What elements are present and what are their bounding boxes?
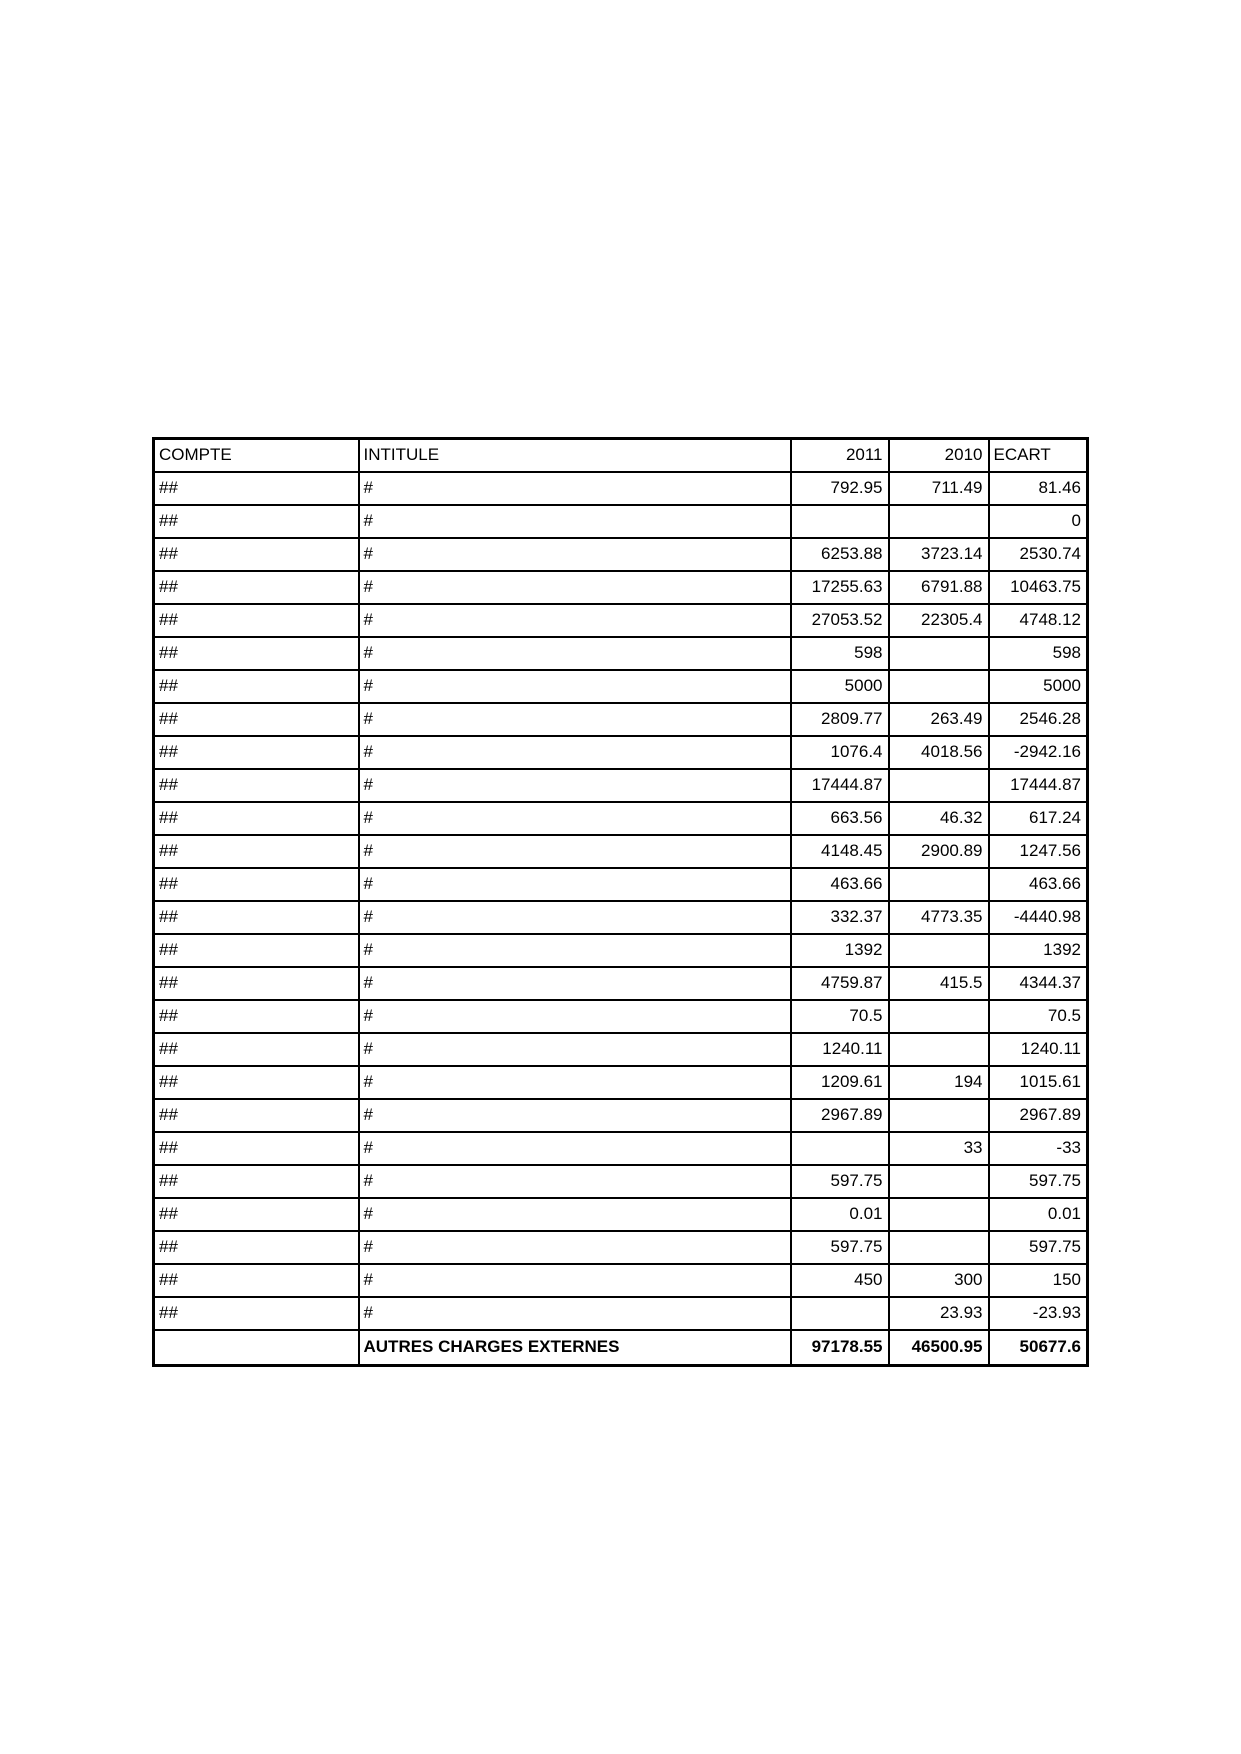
cell-y2011: 597.75 xyxy=(791,1165,889,1198)
cell-intitule: # xyxy=(359,703,791,736)
cell-y2010 xyxy=(889,1231,989,1264)
table-row xyxy=(154,604,1088,637)
cell-intitule: # xyxy=(359,1000,791,1033)
cell-compte: ## xyxy=(154,604,359,637)
cell-y2010 xyxy=(889,934,989,967)
column-header-y2011: 2011 xyxy=(791,439,889,472)
cell-y2011: 1392 xyxy=(791,934,889,967)
table-row xyxy=(154,1198,1088,1231)
cell-intitule: # xyxy=(359,1033,791,1066)
table-row xyxy=(154,967,1088,1000)
total-cell-y2011: 97178.55 xyxy=(791,1330,889,1366)
cell-y2011: 0.01 xyxy=(791,1198,889,1231)
table-row xyxy=(154,1000,1088,1033)
cell-y2011: 4148.45 xyxy=(791,835,889,868)
cell-ecart: 597.75 xyxy=(989,1165,1088,1198)
cell-ecart: 81.46 xyxy=(989,472,1088,505)
cell-y2010 xyxy=(889,1198,989,1231)
cell-intitule: # xyxy=(359,1099,791,1132)
cell-ecart: 0 xyxy=(989,505,1088,538)
cell-intitule: # xyxy=(359,802,791,835)
cell-y2011: 597.75 xyxy=(791,1231,889,1264)
cell-y2011: 70.5 xyxy=(791,1000,889,1033)
table-row xyxy=(154,868,1088,901)
cell-intitule: # xyxy=(359,835,791,868)
cell-y2011 xyxy=(791,505,889,538)
cell-compte: ## xyxy=(154,1231,359,1264)
table-row xyxy=(154,1033,1088,1066)
table-row xyxy=(154,1099,1088,1132)
table-row xyxy=(154,835,1088,868)
cell-ecart: 463.66 xyxy=(989,868,1088,901)
spreadsheet-print-area xyxy=(152,437,1089,1367)
cell-y2011: 450 xyxy=(791,1264,889,1297)
total-cell-intitule: AUTRES CHARGES EXTERNES xyxy=(359,1330,791,1366)
cell-intitule: # xyxy=(359,769,791,802)
cell-compte: ## xyxy=(154,769,359,802)
table-row xyxy=(154,472,1088,505)
header-row xyxy=(154,439,1088,472)
table-body xyxy=(154,472,1088,1366)
cell-ecart: 1015.61 xyxy=(989,1066,1088,1099)
cell-y2011: 598 xyxy=(791,637,889,670)
cell-y2010 xyxy=(889,1033,989,1066)
table-row xyxy=(154,769,1088,802)
cell-y2010: 6791.88 xyxy=(889,571,989,604)
cell-intitule: # xyxy=(359,505,791,538)
cell-intitule: # xyxy=(359,1165,791,1198)
cell-ecart: 0.01 xyxy=(989,1198,1088,1231)
cell-y2010: 4018.56 xyxy=(889,736,989,769)
cell-compte: ## xyxy=(154,1099,359,1132)
cell-intitule: # xyxy=(359,1297,791,1330)
cell-y2010: 3723.14 xyxy=(889,538,989,571)
cell-y2010: 2900.89 xyxy=(889,835,989,868)
cell-ecart: -4440.98 xyxy=(989,901,1088,934)
cell-ecart: -2942.16 xyxy=(989,736,1088,769)
cell-compte: ## xyxy=(154,670,359,703)
table-row xyxy=(154,670,1088,703)
cell-ecart: 4344.37 xyxy=(989,967,1088,1000)
cell-intitule: # xyxy=(359,637,791,670)
column-header-compte: COMPTE xyxy=(154,439,359,472)
cell-ecart: 70.5 xyxy=(989,1000,1088,1033)
cell-ecart: 1247.56 xyxy=(989,835,1088,868)
table-row xyxy=(154,505,1088,538)
cell-intitule: # xyxy=(359,1231,791,1264)
cell-ecart: 150 xyxy=(989,1264,1088,1297)
table-row xyxy=(154,703,1088,736)
cell-compte: ## xyxy=(154,1198,359,1231)
total-cell-compte xyxy=(154,1330,359,1366)
table-row xyxy=(154,802,1088,835)
column-header-ecart: ECART xyxy=(989,439,1088,472)
cell-y2011: 5000 xyxy=(791,670,889,703)
cell-y2010: 263.49 xyxy=(889,703,989,736)
table-row xyxy=(154,934,1088,967)
cell-compte: ## xyxy=(154,934,359,967)
cell-y2011: 2967.89 xyxy=(791,1099,889,1132)
cell-y2011: 463.66 xyxy=(791,868,889,901)
cell-compte: ## xyxy=(154,472,359,505)
cell-intitule: # xyxy=(359,901,791,934)
cell-compte: ## xyxy=(154,571,359,604)
cell-y2010 xyxy=(889,868,989,901)
cell-intitule: # xyxy=(359,934,791,967)
total-cell-y2010: 46500.95 xyxy=(889,1330,989,1366)
cell-y2010 xyxy=(889,670,989,703)
cell-y2011: 17444.87 xyxy=(791,769,889,802)
cell-y2010 xyxy=(889,505,989,538)
cell-intitule: # xyxy=(359,1066,791,1099)
cell-intitule: # xyxy=(359,868,791,901)
cell-compte: ## xyxy=(154,1132,359,1165)
cell-y2010: 415.5 xyxy=(889,967,989,1000)
cell-compte: ## xyxy=(154,1033,359,1066)
cell-ecart: 597.75 xyxy=(989,1231,1088,1264)
cell-y2011: 17255.63 xyxy=(791,571,889,604)
cell-y2011: 2809.77 xyxy=(791,703,889,736)
table-row xyxy=(154,1231,1088,1264)
cell-compte: ## xyxy=(154,703,359,736)
cell-compte: ## xyxy=(154,1000,359,1033)
cell-ecart: 2967.89 xyxy=(989,1099,1088,1132)
table-row xyxy=(154,571,1088,604)
cell-intitule: # xyxy=(359,538,791,571)
cell-ecart: 1392 xyxy=(989,934,1088,967)
table-row xyxy=(154,1165,1088,1198)
cell-y2011 xyxy=(791,1132,889,1165)
cell-intitule: # xyxy=(359,1264,791,1297)
accounts-table xyxy=(152,437,1089,1367)
cell-compte: ## xyxy=(154,736,359,769)
cell-compte: ## xyxy=(154,967,359,1000)
table-row xyxy=(154,1132,1088,1165)
cell-ecart: 598 xyxy=(989,637,1088,670)
cell-compte: ## xyxy=(154,1066,359,1099)
cell-ecart: -33 xyxy=(989,1132,1088,1165)
cell-y2011: 4759.87 xyxy=(791,967,889,1000)
cell-ecart: 1240.11 xyxy=(989,1033,1088,1066)
cell-y2010 xyxy=(889,1099,989,1132)
table-row xyxy=(154,901,1088,934)
cell-y2010: 194 xyxy=(889,1066,989,1099)
cell-ecart: 2546.28 xyxy=(989,703,1088,736)
cell-compte: ## xyxy=(154,868,359,901)
cell-y2011: 1076.4 xyxy=(791,736,889,769)
cell-y2010: 300 xyxy=(889,1264,989,1297)
cell-ecart: 17444.87 xyxy=(989,769,1088,802)
total-row xyxy=(154,1330,1088,1366)
cell-y2011: 27053.52 xyxy=(791,604,889,637)
cell-y2011 xyxy=(791,1297,889,1330)
cell-y2011: 6253.88 xyxy=(791,538,889,571)
cell-ecart: 617.24 xyxy=(989,802,1088,835)
cell-y2011: 1209.61 xyxy=(791,1066,889,1099)
table-row xyxy=(154,637,1088,670)
table-row xyxy=(154,1297,1088,1330)
cell-intitule: # xyxy=(359,967,791,1000)
cell-compte: ## xyxy=(154,835,359,868)
cell-y2010: 711.49 xyxy=(889,472,989,505)
table-row xyxy=(154,538,1088,571)
total-cell-ecart: 50677.6 xyxy=(989,1330,1088,1366)
cell-y2010: 23.93 xyxy=(889,1297,989,1330)
cell-y2010 xyxy=(889,1000,989,1033)
cell-compte: ## xyxy=(154,505,359,538)
cell-compte: ## xyxy=(154,637,359,670)
cell-intitule: # xyxy=(359,571,791,604)
cell-compte: ## xyxy=(154,802,359,835)
cell-ecart: -23.93 xyxy=(989,1297,1088,1330)
cell-y2010: 33 xyxy=(889,1132,989,1165)
cell-intitule: # xyxy=(359,472,791,505)
cell-y2010: 4773.35 xyxy=(889,901,989,934)
cell-intitule: # xyxy=(359,604,791,637)
cell-y2010 xyxy=(889,1165,989,1198)
cell-compte: ## xyxy=(154,1165,359,1198)
cell-y2010: 46.32 xyxy=(889,802,989,835)
cell-intitule: # xyxy=(359,736,791,769)
cell-compte: ## xyxy=(154,1264,359,1297)
cell-y2011: 663.56 xyxy=(791,802,889,835)
cell-ecart: 4748.12 xyxy=(989,604,1088,637)
cell-ecart: 5000 xyxy=(989,670,1088,703)
cell-y2010: 22305.4 xyxy=(889,604,989,637)
cell-compte: ## xyxy=(154,538,359,571)
table-row xyxy=(154,736,1088,769)
cell-ecart: 10463.75 xyxy=(989,571,1088,604)
cell-y2011: 1240.11 xyxy=(791,1033,889,1066)
column-header-intitule: INTITULE xyxy=(359,439,791,472)
column-header-y2010: 2010 xyxy=(889,439,989,472)
cell-y2011: 792.95 xyxy=(791,472,889,505)
cell-y2010 xyxy=(889,637,989,670)
cell-y2011: 332.37 xyxy=(791,901,889,934)
cell-y2010 xyxy=(889,769,989,802)
cell-intitule: # xyxy=(359,670,791,703)
cell-intitule: # xyxy=(359,1132,791,1165)
table-row xyxy=(154,1264,1088,1297)
cell-intitule: # xyxy=(359,1198,791,1231)
cell-compte: ## xyxy=(154,1297,359,1330)
cell-compte: ## xyxy=(154,901,359,934)
table-row xyxy=(154,1066,1088,1099)
cell-ecart: 2530.74 xyxy=(989,538,1088,571)
